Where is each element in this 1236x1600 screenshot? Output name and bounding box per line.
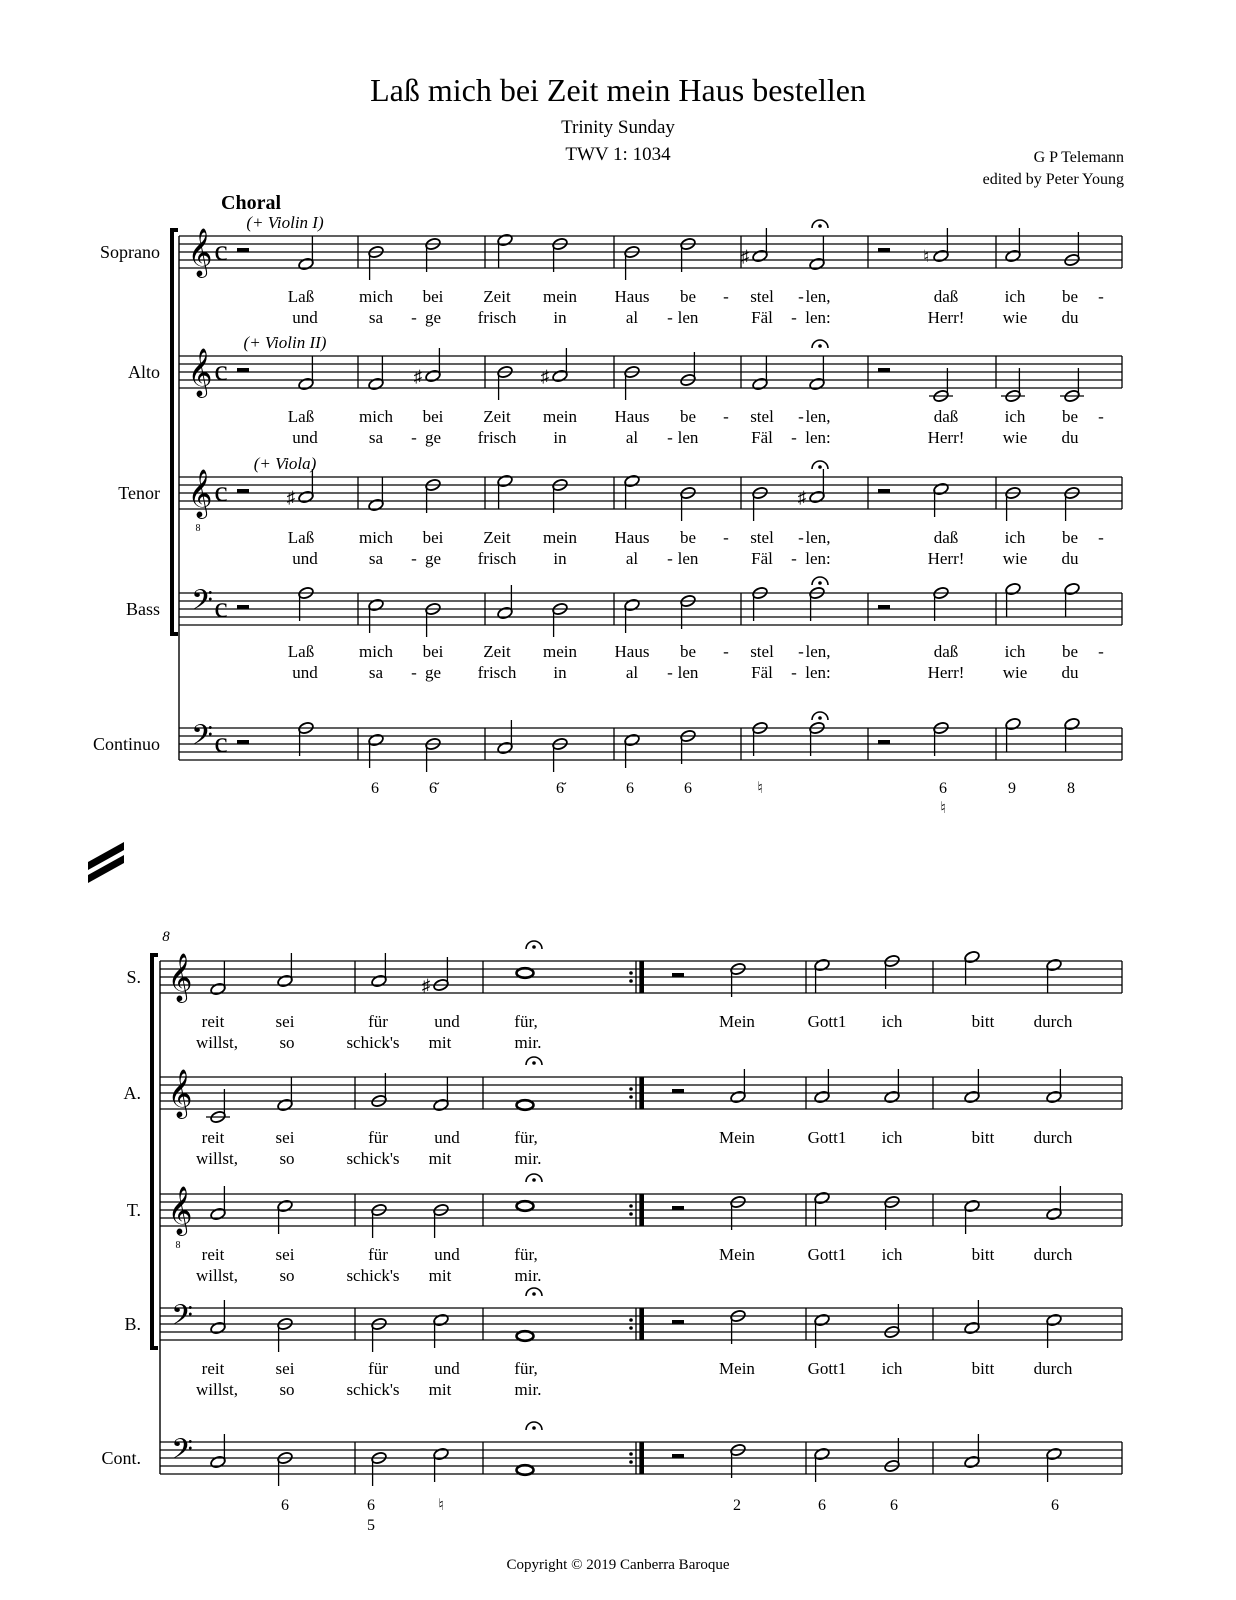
figured-bass-number: ♮ [940,800,946,817]
lyric-verse1: be [1061,642,1079,661]
lyric-verse2: so [279,1149,295,1168]
lyric-verse2: len: [805,663,831,682]
lyric-verse1: für, [514,1245,538,1264]
lyric-verse1: und [434,1128,460,1147]
lyric-verse1: bitt [971,1012,995,1031]
lyric-verse1: sei [275,1245,295,1264]
figured-bass-number: 6 [1051,1497,1059,1514]
lyric-verse2: - [791,428,797,447]
lyric-verse2: willst, [195,1266,239,1285]
lyric-verse2: mit [428,1380,452,1399]
lyric-verse1: mich [359,287,393,306]
occasion-subtitle: Trinity Sunday [561,117,675,138]
lyric-verse1: Mein [719,1245,755,1264]
choir-bracket [172,230,178,634]
whole-note [517,1465,534,1475]
lyric-verse2: in [553,549,567,568]
figured-bass-number: ♮ [757,780,763,797]
fermata-dot [532,945,536,949]
lyric-verse2: schick's [346,1033,400,1052]
lyric-verse1: bitt [971,1245,995,1264]
repeat-dot [629,1318,633,1322]
lyric-verse1: bei [422,528,444,547]
lyric-verse1: - [798,407,804,426]
whole-note [517,1201,534,1211]
lyric-verse2: mit [428,1033,452,1052]
lyric-verse1: sei [275,1359,295,1378]
lyric-verse1: be [1061,528,1079,547]
lyric-verse1: bei [422,287,444,306]
lyric-verse2: so [279,1266,295,1285]
lyric-verse1: - [798,528,804,547]
lyric-verse1: reit [201,1359,225,1378]
figured-bass-number: 6 [626,780,634,797]
composer-credit: G P Telemann [1033,149,1124,166]
lyric-verse2: len: [805,428,831,447]
lyric-verse2: - [667,308,673,327]
whole-note [517,1331,534,1341]
lyric-verse1: be [679,407,697,426]
lyric-verse2: - [667,428,673,447]
lyric-verse1: Gott1 [807,1359,847,1378]
lyric-verse1: mein [543,642,577,661]
lyric-verse2: mir. [514,1149,542,1168]
lyric-verse2: - [667,549,673,568]
lyric-verse1: bitt [971,1359,995,1378]
part-label: A. [123,1083,141,1103]
doubling-label: (+ Violin I) [246,213,324,232]
lyric-verse1: - [1098,528,1104,547]
lyric-verse1: reit [201,1128,225,1147]
repeat-thick-barline [640,961,644,993]
part-label-bass: Bass [125,599,160,619]
lyric-verse2: mir. [514,1380,542,1399]
figured-bass-number: 6 [367,1497,375,1514]
repeat-thick-barline [640,1442,644,1474]
lyric-verse1: len, [805,642,831,661]
lyric-verse1: für [368,1359,388,1378]
half-rest [878,248,890,253]
measure-number: 8 [162,929,170,945]
lyric-verse1: für, [514,1012,538,1031]
score-title: Laß mich bei Zeit mein Haus bestellen [370,72,866,108]
half-rest [878,740,890,745]
treble-clef-icon: 𝄞 [167,955,193,1001]
lyric-verse2: ge [424,663,442,682]
treble-clef-icon: 𝄞 [187,471,213,517]
lyric-verse2: frisch [477,663,517,682]
treble-clef-icon: 𝄞 [167,1071,193,1117]
half-rest [672,1206,684,1211]
figured-bass-number: 8 [1067,780,1075,797]
lyric-verse1: durch [1033,1359,1073,1378]
half-rest [237,248,249,253]
lyric-verse2: len: [805,549,831,568]
lyric-verse1: ich [881,1128,903,1147]
lyric-verse2: ge [424,428,442,447]
lyric-verse2: al [625,428,639,447]
lyric-verse1: daß [933,407,959,426]
lyric-verse1: ich [881,1245,903,1264]
lyric-verse2: - [411,663,417,682]
bass-clef-icon: 𝄢 [191,721,213,758]
lyric-verse2: len [677,663,699,682]
sharp-sign: ♯ [286,488,296,507]
part-label-soprano: Soprano [100,242,160,262]
lyric-verse1: - [723,407,729,426]
lyric-verse2: du [1061,549,1079,568]
staff-continuo [179,728,1122,760]
common-time-signature: c [214,354,228,387]
figured-bass-number: 6̆ [556,780,564,797]
part-label-alto: Alto [127,362,160,382]
lyric-verse2: du [1061,428,1079,447]
lyric-verse2: du [1061,663,1079,682]
lyric-verse1: daß [933,287,959,306]
lyric-verse1: be [679,642,697,661]
lyric-verse1: mein [543,528,577,547]
repeat-dot [629,1212,633,1216]
lyric-verse1: ich [881,1012,903,1031]
repeat-dot [629,1460,633,1464]
sharp-sign: ♯ [740,247,750,266]
repeat-dot [629,1087,633,1091]
lyric-verse2: und [292,663,318,682]
lyric-verse2: sa [368,308,384,327]
lyric-verse1: Haus [614,407,650,426]
lyric-verse2: len [677,428,699,447]
lyric-verse1: und [434,1012,460,1031]
octave-eight-marker: 8 [175,1240,181,1251]
lyric-verse1: Gott1 [807,1245,847,1264]
part-label: B. [124,1314,141,1334]
lyric-verse2: willst, [195,1033,239,1052]
lyric-verse2: Herr! [927,549,965,568]
lyric-verse1: mich [359,407,393,426]
part-label: S. [126,967,141,987]
lyric-verse2: willst, [195,1380,239,1399]
figured-bass-number: 6 [281,1497,289,1514]
treble-clef-icon: 𝄞 [187,230,213,276]
lyric-verse2: mit [428,1149,452,1168]
figured-bass-number: 5 [367,1517,375,1534]
lyric-verse2: - [791,549,797,568]
lyric-verse2: und [292,308,318,327]
lyric-verse2: ge [424,549,442,568]
lyric-verse2: sa [368,549,384,568]
repeat-dot [629,1452,633,1456]
lyric-verse1: - [1098,642,1104,661]
lyric-verse2: - [791,308,797,327]
lyric-verse1: - [798,287,804,306]
lyric-verse1: Laß [287,287,315,306]
section-label-choral: Choral [221,192,281,214]
lyric-verse2: mir. [514,1266,542,1285]
lyric-verse1: ich [1004,407,1026,426]
lyric-verse1: - [798,642,804,661]
lyric-verse2: wie [1002,308,1028,327]
lyric-verse1: - [723,287,729,306]
lyric-verse1: mein [543,407,577,426]
lyric-verse1: für [368,1245,388,1264]
figured-bass-number: 6 [684,780,692,797]
lyric-verse2: - [411,308,417,327]
part-label-continuo: Continuo [92,734,160,754]
lyric-verse1: bitt [971,1128,995,1147]
lyric-verse1: Zeit [483,407,511,426]
fermata-dot [532,1426,536,1430]
lyric-verse1: Mein [719,1359,755,1378]
lyric-verse1: be [1061,407,1079,426]
sharp-sign: ♯ [413,367,423,386]
part-label: Cont. [101,1448,141,1468]
fermata-dot [818,224,822,228]
lyric-verse2: schick's [346,1380,400,1399]
lyric-verse2: frisch [477,428,517,447]
lyric-verse1: stel [750,287,774,306]
editor-credit: edited by Peter Young [982,171,1124,188]
lyric-verse1: daß [933,642,959,661]
lyric-verse1: Mein [719,1012,755,1031]
lyric-verse1: bei [422,642,444,661]
half-rest [878,605,890,610]
lyric-verse2: len [677,549,699,568]
lyric-verse1: für [368,1012,388,1031]
lyric-verse1: stel [750,528,774,547]
lyric-verse2: Fäl [751,549,773,568]
fermata-dot [818,716,822,720]
lyric-verse1: be [1061,287,1079,306]
lyric-verse2: in [553,308,567,327]
lyric-verse1: - [1098,407,1104,426]
sharp-sign: ♯ [421,976,431,995]
fermata-dot [818,581,822,585]
lyric-verse2: mit [428,1266,452,1285]
lyric-verse2: - [411,549,417,568]
fermata-dot [818,344,822,348]
common-time-signature: c [214,726,228,759]
repeat-dot [629,979,633,983]
lyric-verse1: be [679,287,697,306]
repeat-thick-barline [640,1077,644,1109]
staff-soprano [179,236,1122,268]
choir-bracket [152,955,158,1348]
figured-bass-number: 9 [1008,780,1016,797]
repeat-thick-barline [640,1308,644,1340]
lyric-verse2: schick's [346,1149,400,1168]
treble-clef-icon: 𝄞 [187,350,213,396]
lyric-verse2: in [553,663,567,682]
half-rest [237,740,249,745]
fermata-dot [818,465,822,469]
lyric-verse1: Zeit [483,287,511,306]
lyric-verse1: mich [359,642,393,661]
common-time-signature: c [214,591,228,624]
lyric-verse1: reit [201,1012,225,1031]
lyric-verse1: daß [933,528,959,547]
staff-bass [179,593,1122,625]
whole-note [517,968,534,978]
figured-bass-number: ♮ [438,1497,444,1514]
lyric-verse1: len, [805,528,831,547]
lyric-verse1: Gott1 [807,1128,847,1147]
lyric-verse1: für, [514,1359,538,1378]
lyric-verse1: stel [750,407,774,426]
lyric-verse1: Mein [719,1128,755,1147]
lyric-verse1: Haus [614,287,650,306]
lyric-verse2: so [279,1380,295,1399]
doubling-label: (+ Viola) [253,454,317,473]
lyric-verse1: mich [359,528,393,547]
repeat-dot [629,1326,633,1330]
lyric-verse1: Laß [287,528,315,547]
lyric-verse1: Gott1 [807,1012,847,1031]
repeat-dot [629,971,633,975]
common-time-signature: c [214,234,228,267]
lyric-verse1: Zeit [483,642,511,661]
lyric-verse1: und [434,1245,460,1264]
lyric-verse2: - [667,663,673,682]
part-label: T. [126,1200,141,1220]
doubling-label: (+ Violin II) [243,333,327,352]
lyric-verse2: len [677,308,699,327]
half-rest [672,1454,684,1459]
lyric-verse1: - [723,642,729,661]
lyric-verse1: len, [805,407,831,426]
half-rest [237,605,249,610]
lyric-verse2: al [625,663,639,682]
half-rest [237,489,249,494]
lyric-verse2: frisch [477,549,517,568]
sharp-sign: ♯ [540,367,550,386]
half-rest [672,1089,684,1094]
lyric-verse1: stel [750,642,774,661]
lyric-verse2: Fäl [751,428,773,447]
lyric-verse1: ich [1004,642,1026,661]
lyric-verse1: - [1098,287,1104,306]
lyric-verse2: und [292,428,318,447]
lyric-verse1: ich [1004,528,1026,547]
half-rest [672,973,684,978]
bass-clef-icon: 𝄢 [191,586,213,623]
lyric-verse2: - [411,428,417,447]
copyright-notice: Copyright © 2019 Canberra Baroque [506,1557,730,1573]
figured-bass-number: 6̆ [429,780,437,797]
lyric-verse2: ge [424,308,442,327]
half-rest [878,368,890,373]
lyric-verse2: und [292,549,318,568]
lyric-verse2: sa [368,663,384,682]
lyric-verse2: - [791,663,797,682]
lyric-verse2: Herr! [927,308,965,327]
lyric-verse1: Zeit [483,528,511,547]
lyric-verse2: willst, [195,1149,239,1168]
lyric-verse2: Herr! [927,428,965,447]
lyric-verse1: durch [1033,1128,1073,1147]
bass-clef-icon: 𝄢 [171,1435,193,1472]
lyric-verse1: Laß [287,642,315,661]
lyric-verse1: ich [881,1359,903,1378]
lyric-verse1: und [434,1359,460,1378]
staff-alto [179,356,1122,388]
part-label-tenor: Tenor [118,483,160,503]
treble-clef-icon: 𝄞 [167,1188,193,1234]
common-time-signature: c [214,475,228,508]
repeat-dot [629,1095,633,1099]
figured-bass-number: 6 [939,780,947,797]
lyric-verse1: - [723,528,729,547]
fermata-dot [532,1178,536,1182]
fermata-dot [532,1292,536,1296]
natural-sign: ♮ [922,247,930,266]
lyric-verse2: mir. [514,1033,542,1052]
lyric-verse2: in [553,428,567,447]
figured-bass-number: 6 [371,780,379,797]
lyric-verse2: wie [1002,549,1028,568]
lyric-verse1: ich [1004,287,1026,306]
repeat-dot [629,1204,633,1208]
lyric-verse2: wie [1002,428,1028,447]
half-rest [878,489,890,494]
whole-note [517,1100,534,1110]
half-rest [672,1320,684,1325]
lyric-verse1: be [679,528,697,547]
lyric-verse2: al [625,549,639,568]
lyric-verse2: du [1061,308,1079,327]
lyric-verse2: sa [368,428,384,447]
lyric-verse1: durch [1033,1012,1073,1031]
octave-eight-marker: 8 [195,523,201,534]
lyric-verse1: Laß [287,407,315,426]
lyric-verse2: wie [1002,663,1028,682]
lyric-verse2: Herr! [927,663,965,682]
lyric-verse1: Haus [614,642,650,661]
lyric-verse1: sei [275,1012,295,1031]
lyric-verse1: reit [201,1245,225,1264]
lyric-verse1: Haus [614,528,650,547]
figured-bass-number: 6 [818,1497,826,1514]
sharp-sign: ♯ [797,488,807,507]
lyric-verse1: für [368,1128,388,1147]
lyric-verse2: frisch [477,308,517,327]
lyric-verse2: Fäl [751,308,773,327]
lyric-verse1: für, [514,1128,538,1147]
lyric-verse2: so [279,1033,295,1052]
repeat-thick-barline [640,1194,644,1226]
lyric-verse1: len, [805,287,831,306]
lyric-verse1: mein [543,287,577,306]
fermata-dot [532,1061,536,1065]
lyric-verse1: durch [1033,1245,1073,1264]
figured-bass-number: 2 [733,1497,741,1514]
lyric-verse2: len: [805,308,831,327]
lyric-verse1: sei [275,1128,295,1147]
figured-bass-number: 6 [890,1497,898,1514]
lyric-verse2: Fäl [751,663,773,682]
half-rest [237,368,249,373]
catalogue-number: TWV 1: 1034 [565,144,671,165]
bass-clef-icon: 𝄢 [171,1301,193,1338]
lyric-verse2: schick's [346,1266,400,1285]
lyric-verse2: al [625,308,639,327]
staff-tenor [179,477,1122,509]
lyric-verse1: bei [422,407,444,426]
